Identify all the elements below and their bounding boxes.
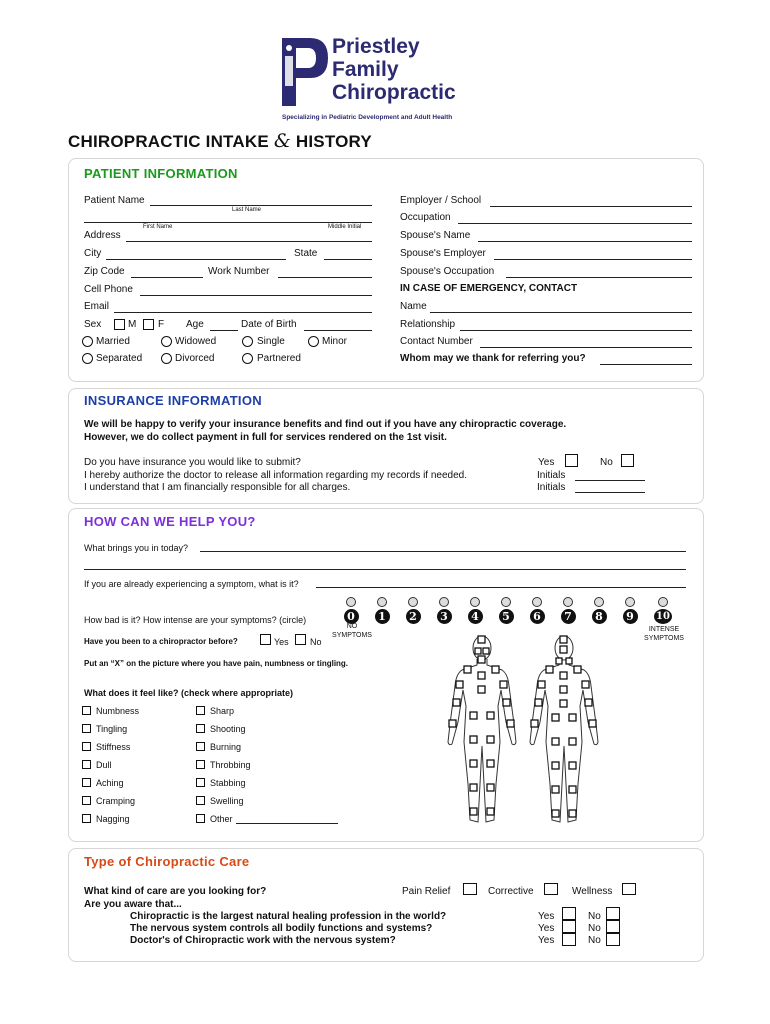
age-label: Age	[186, 319, 204, 330]
front-head-box	[478, 636, 485, 643]
dull-checkbox[interactable]	[82, 760, 91, 769]
scale-3[interactable]: 3	[435, 597, 453, 624]
scale-1[interactable]: 1	[373, 597, 391, 624]
married-radio[interactable]	[82, 336, 93, 347]
sex-f-label: F	[158, 319, 165, 330]
scale-10[interactable]: 10	[652, 597, 674, 624]
middle-initial-caption: Middle Initial	[328, 224, 362, 230]
sex-f-checkbox[interactable]	[143, 319, 154, 330]
other-checkbox[interactable]	[196, 814, 205, 823]
sharp-checkbox[interactable]	[196, 706, 205, 715]
swelling-checkbox[interactable]	[196, 796, 205, 805]
referral-label: Whom may we thank for referring you?	[400, 353, 586, 364]
emergency-name-label: Name	[400, 301, 427, 312]
relationship-label: Relationship	[400, 319, 456, 330]
zip-field[interactable]	[131, 277, 203, 278]
emergency-name-field[interactable]	[430, 312, 692, 313]
aching-checkbox[interactable]	[82, 778, 91, 787]
employer-field[interactable]	[490, 206, 692, 207]
scale-8[interactable]: 8	[590, 597, 608, 624]
aware3-no-label: No	[588, 935, 601, 946]
aware3-yes-label: Yes	[538, 935, 555, 946]
shooting-checkbox[interactable]	[196, 724, 205, 733]
throbbing-checkbox[interactable]	[196, 760, 205, 769]
logo-line2: Family	[332, 58, 399, 81]
brings-field[interactable]	[200, 551, 686, 552]
logo-tagline: Specializing in Pediatric Development and Adult Health	[282, 114, 453, 121]
intense-symptoms-label: INTENSE SYMPTOMS	[644, 626, 684, 642]
other-label: Other	[210, 814, 233, 824]
first-name-caption: First Name	[143, 224, 173, 230]
spouse-employer-label: Spouse's Employer	[400, 248, 486, 259]
aware-label: Are you aware that...	[84, 899, 182, 910]
patient-info-heading: PATIENT INFORMATION	[84, 166, 238, 181]
title-left: CHIROPRACTIC INTAKE	[68, 132, 269, 151]
widowed-radio[interactable]	[161, 336, 172, 347]
spouse-name-field[interactable]	[478, 241, 692, 242]
insurance-note2: However, we do collect payment in full for services rendered on the 1st visit.	[84, 432, 447, 443]
stiffness-label: Stiffness	[96, 742, 131, 752]
married-label: Married	[96, 336, 130, 347]
help-heading: HOW CAN WE HELP YOU?	[84, 514, 256, 529]
burning-checkbox[interactable]	[196, 742, 205, 751]
body-back-figure[interactable]	[526, 634, 602, 830]
insurance-yes-label: Yes	[538, 457, 555, 468]
wellness-checkbox[interactable]	[622, 883, 636, 895]
address-field[interactable]	[126, 241, 372, 242]
symptom-field[interactable]	[316, 587, 686, 588]
pain-relief-checkbox[interactable]	[463, 883, 477, 895]
scale-5[interactable]: 5	[497, 597, 515, 624]
employer-label: Employer / School	[400, 195, 482, 206]
aware3-no-checkbox[interactable]	[606, 933, 620, 946]
been-no-label: No	[310, 637, 322, 647]
insurance-q2: I hereby authorize the doctor to release all information regarding my records if needed.	[84, 470, 467, 481]
put-x-label: Put an “X” on the picture where you have pain, numbness or tingling.	[84, 659, 349, 668]
city-label: City	[84, 248, 102, 259]
scale-0[interactable]: 0	[342, 597, 360, 624]
scale-9[interactable]: 9	[621, 597, 639, 624]
minor-label: Minor	[322, 336, 348, 347]
scale-7[interactable]: 7	[559, 597, 577, 624]
dull-label: Dull	[96, 760, 112, 770]
insurance-note1: We will be happy to verify your insurance benefits and find out if you have any chiropractic coverage.	[84, 419, 567, 430]
tingling-label: Tingling	[96, 724, 128, 734]
logo-mark-icon	[282, 38, 328, 106]
initials-field-1[interactable]	[575, 480, 645, 481]
sharp-label: Sharp	[210, 706, 235, 716]
other-field[interactable]	[236, 823, 338, 824]
body-front-figure[interactable]	[444, 634, 520, 830]
no-symptoms-label: NO SYMPTOMS	[332, 623, 372, 639]
separated-radio[interactable]	[82, 353, 93, 364]
aware2-no-label: No	[588, 923, 601, 934]
insurance-q3: I understand that I am financially responsible for all charges.	[84, 482, 351, 493]
partnered-radio[interactable]	[242, 353, 253, 364]
aware2-yes-checkbox[interactable]	[562, 920, 576, 933]
feel-label: What does it feel like? (check where appropriate)	[84, 688, 294, 698]
partnered-label: Partnered	[257, 353, 301, 364]
insurance-no-checkbox[interactable]	[621, 454, 634, 467]
stabbing-label: Stabbing	[210, 778, 246, 788]
city-field[interactable]	[106, 259, 286, 260]
how-bad-label: How bad is it? How intense are your symptoms? (circle)	[84, 615, 307, 625]
cramping-label: Cramping	[96, 796, 136, 806]
single-label: Single	[257, 336, 285, 347]
state-label: State	[294, 248, 318, 259]
scale-6[interactable]: 6	[528, 597, 546, 624]
brings-field-2[interactable]	[84, 569, 686, 570]
address-label: Address	[84, 230, 121, 241]
numbness-checkbox[interactable]	[82, 706, 91, 715]
aware-item-3: Doctor's of Chiropractic work with the nervous system?	[130, 935, 396, 946]
work-number-label: Work Number	[208, 266, 270, 277]
aware1-yes-label: Yes	[538, 911, 555, 922]
patient-name-label: Patient Name	[84, 195, 145, 206]
logo-line3: Chiropractic	[332, 81, 456, 104]
cell-field[interactable]	[140, 295, 372, 296]
dob-label: Date of Birth	[241, 319, 297, 330]
cell-label: Cell Phone	[84, 284, 133, 295]
occupation-field[interactable]	[458, 223, 692, 224]
care-heading: Type of Chiropractic Care	[84, 854, 250, 869]
state-field[interactable]	[324, 259, 372, 260]
scale-4[interactable]: 4	[466, 597, 484, 624]
symptom-label: If you are already experiencing a symptom, what is it?	[84, 579, 299, 589]
aware1-no-checkbox[interactable]	[606, 907, 620, 920]
last-name-caption: Last Name	[232, 207, 262, 213]
corrective-label: Corrective	[488, 886, 534, 897]
sex-m-checkbox[interactable]	[114, 319, 125, 330]
form-title	[68, 130, 372, 152]
help-section	[68, 508, 704, 842]
widowed-label: Widowed	[175, 336, 217, 347]
contact-number-field[interactable]	[480, 347, 692, 348]
email-label: Email	[84, 301, 110, 312]
occupation-label: Occupation	[400, 212, 451, 223]
cramping-checkbox[interactable]	[82, 796, 91, 805]
wellness-label: Wellness	[572, 886, 613, 897]
stabbing-checkbox[interactable]	[196, 778, 205, 787]
tingling-checkbox[interactable]	[82, 724, 91, 733]
scale-2[interactable]: 2	[404, 597, 422, 624]
numbness-label: Numbness	[96, 706, 140, 716]
been-no-checkbox[interactable]	[295, 634, 306, 645]
nagging-label: Nagging	[96, 814, 130, 824]
swelling-label: Swelling	[210, 796, 244, 806]
initials-field-2[interactable]	[575, 492, 645, 493]
been-yes-label: Yes	[274, 637, 289, 647]
aware-item-2: The nervous system controls all bodily functions and systems?	[130, 923, 433, 934]
been-yes-checkbox[interactable]	[260, 634, 271, 645]
pain-relief-label: Pain Relief	[402, 886, 451, 897]
stiffness-checkbox[interactable]	[82, 742, 91, 751]
title-amp: &	[273, 130, 291, 152]
spouse-occupation-label: Spouse's Occupation	[400, 266, 495, 277]
shooting-label: Shooting	[210, 724, 246, 734]
logo	[282, 35, 472, 128]
minor-radio[interactable]	[308, 336, 319, 347]
sex-label: Sex	[84, 319, 102, 330]
last-name-field[interactable]	[150, 205, 372, 206]
insurance-no-label: No	[600, 457, 613, 468]
divorced-radio[interactable]	[161, 353, 172, 364]
emergency-heading: IN CASE OF EMERGENCY, CONTACT	[400, 283, 578, 294]
spouse-employer-field[interactable]	[494, 259, 692, 260]
brings-label: What brings you in today?	[84, 543, 189, 553]
spouse-name-label: Spouse's Name	[400, 230, 471, 241]
care-question: What kind of care are you looking for?	[84, 886, 267, 897]
aware2-no-checkbox[interactable]	[606, 920, 620, 933]
single-radio[interactable]	[242, 336, 253, 347]
zip-label: Zip Code	[84, 266, 125, 277]
initials-label-1: Initials	[537, 470, 566, 481]
initials-label-2: Initials	[537, 482, 566, 493]
logo-line1: Priestley	[332, 35, 420, 58]
separated-label: Separated	[96, 353, 143, 364]
aware2-yes-label: Yes	[538, 923, 555, 934]
aware1-yes-checkbox[interactable]	[562, 907, 576, 920]
title-right: HISTORY	[295, 132, 372, 151]
sex-m-label: M	[128, 319, 137, 330]
dob-field[interactable]	[304, 330, 372, 331]
aching-label: Aching	[96, 778, 124, 788]
spouse-occupation-field[interactable]	[506, 277, 692, 278]
nagging-checkbox[interactable]	[82, 814, 91, 823]
aware-item-1: Chiropractic is the largest natural healing profession in the world?	[130, 911, 447, 922]
divorced-label: Divorced	[175, 353, 215, 364]
been-to-label: Have you been to a chiropractor before?	[84, 637, 238, 646]
relationship-field[interactable]	[460, 330, 692, 331]
age-field[interactable]	[210, 330, 238, 331]
burning-label: Burning	[210, 742, 242, 752]
referral-field[interactable]	[600, 364, 692, 365]
patient-info-section	[68, 158, 704, 382]
email-field[interactable]	[114, 312, 372, 313]
contact-number-label: Contact Number	[400, 336, 473, 347]
corrective-checkbox[interactable]	[544, 883, 558, 895]
work-number-field[interactable]	[278, 277, 372, 278]
aware3-yes-checkbox[interactable]	[562, 933, 576, 946]
insurance-heading: INSURANCE INFORMATION	[84, 393, 262, 408]
throbbing-label: Throbbing	[210, 760, 251, 770]
first-name-field[interactable]	[84, 222, 372, 223]
insurance-q1: Do you have insurance you would like to submit?	[84, 457, 301, 468]
aware1-no-label: No	[588, 911, 601, 922]
insurance-yes-checkbox[interactable]	[565, 454, 578, 467]
